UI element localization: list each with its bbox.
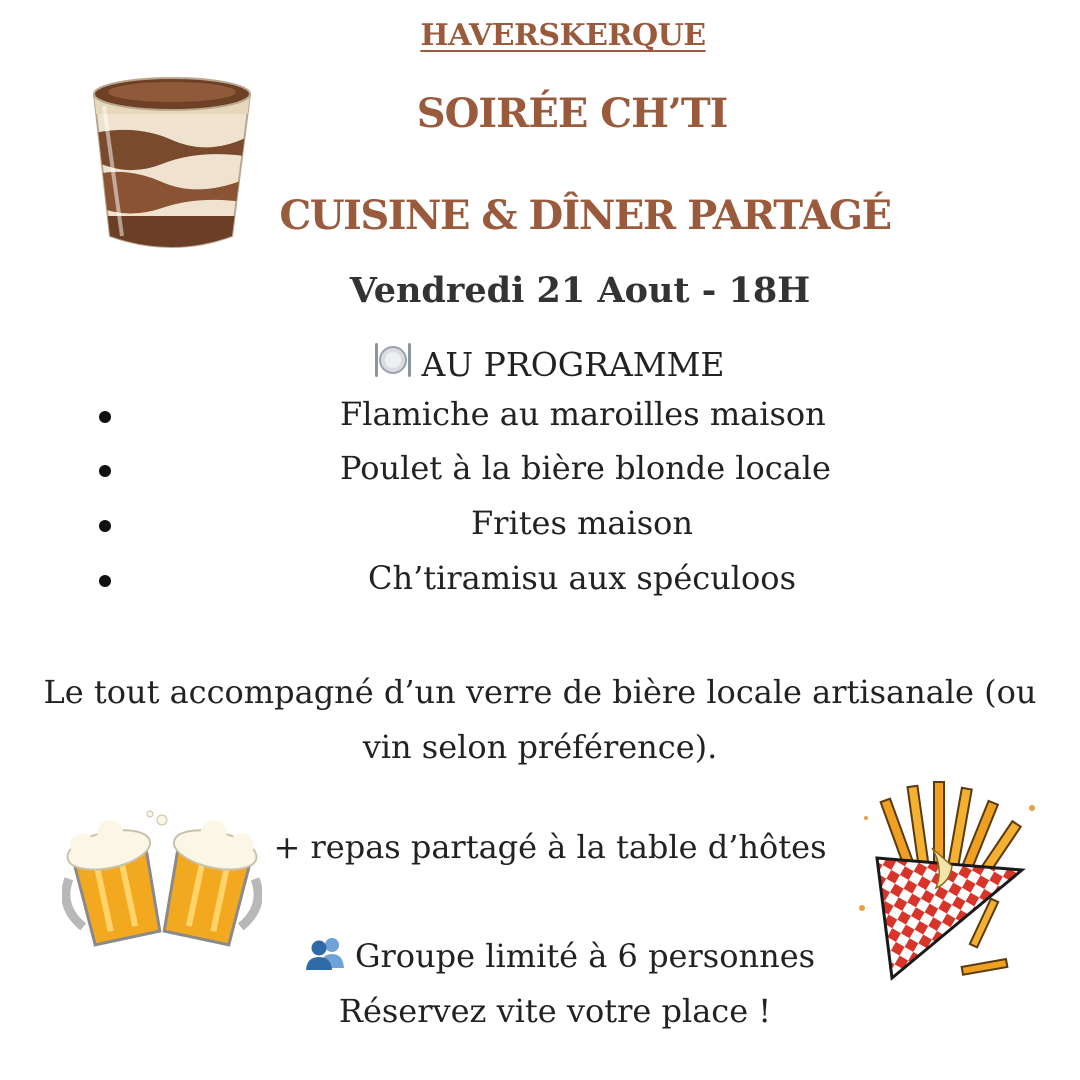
list-item: Frites maison xyxy=(470,504,694,542)
program-heading xyxy=(0,340,1080,388)
event-subtitle: CUISINE & DÎNER PARTAGÉ xyxy=(279,192,891,239)
town-name: HAVERSKERQUE xyxy=(420,18,706,53)
people-silhouette-icon xyxy=(305,936,345,978)
shared-meal-text: + repas partagé à la table d’hôtes xyxy=(273,828,827,866)
bullet-icon xyxy=(99,520,111,532)
event-date: Vendredi 21 Aout - 18H xyxy=(349,270,811,311)
bullet-icon xyxy=(99,411,111,423)
bullet-icon xyxy=(99,465,111,477)
bullet-icon xyxy=(99,575,111,587)
tiramisu-glass-illustration xyxy=(82,66,257,261)
fries-cone-illustration xyxy=(852,778,1042,983)
group-limit-label: Groupe limité à 6 personnes xyxy=(354,937,816,975)
list-item: Poulet à la bière blonde locale xyxy=(340,449,831,487)
event-title: SOIRÉE CH’TI xyxy=(416,90,728,137)
reserve-call-to-action: Réservez vite votre place ! xyxy=(338,992,772,1030)
description-text: Le tout accompagné d’un verre de bière locale artisanale (ou vin selon préférence). xyxy=(43,673,1037,766)
fork-knife-plate-icon xyxy=(372,340,414,388)
list-item: Flamiche au maroilles maison xyxy=(340,395,826,433)
program-heading-label: AU PROGRAMME xyxy=(421,345,725,384)
beer-mugs-cheers-illustration xyxy=(62,808,262,953)
list-item: Ch’tiramisu aux spéculoos xyxy=(368,559,796,597)
group-limit-text xyxy=(250,936,870,978)
